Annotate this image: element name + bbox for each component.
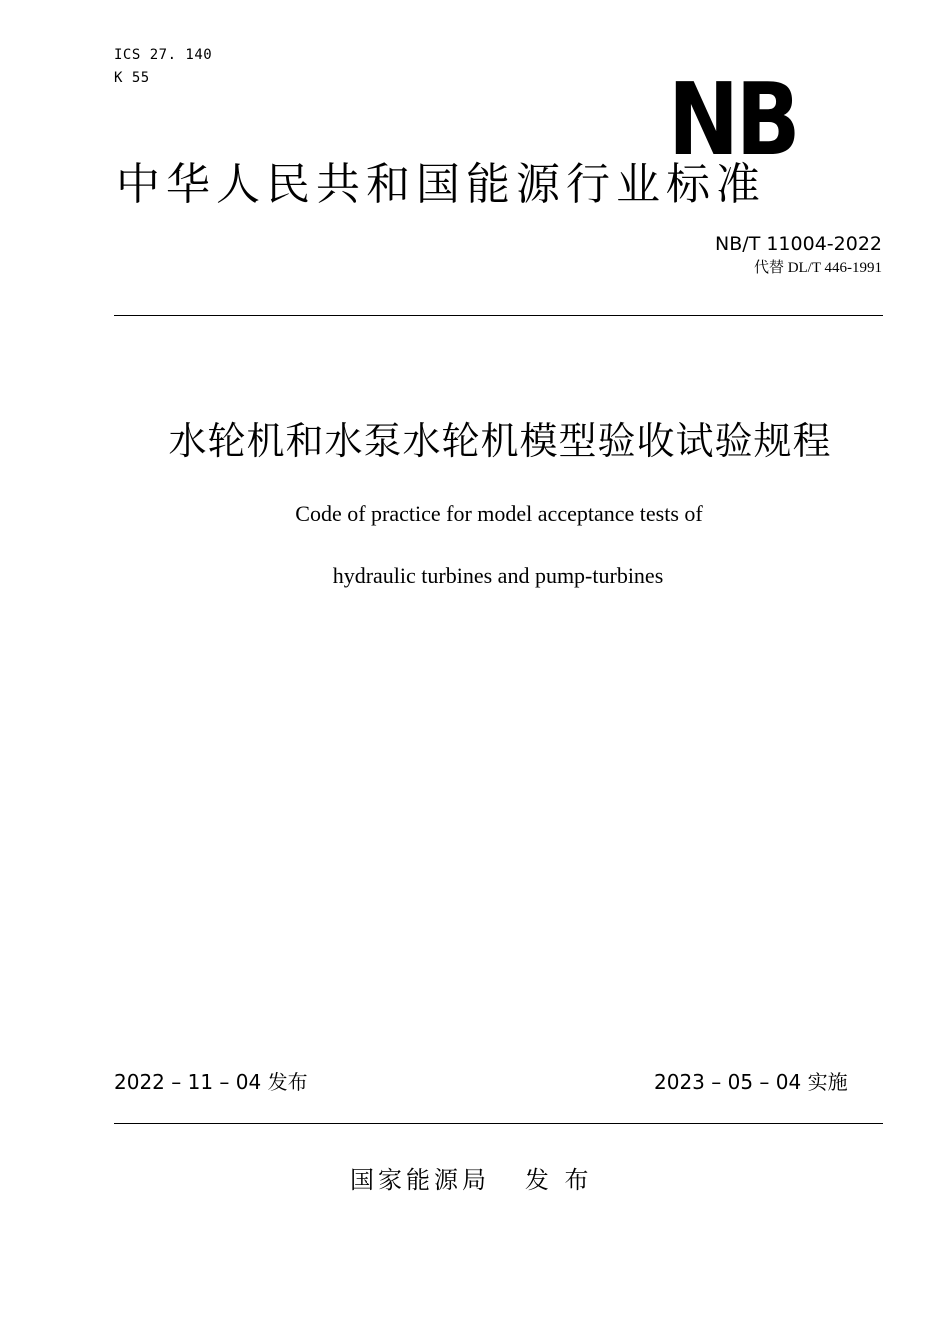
issuing-authority: 国家能源局 发 布	[350, 1166, 593, 1194]
replaces-standard: 代替 DL/T 446-1991	[753, 260, 882, 276]
publish-date: 2022 – 11 – 04 发布	[114, 1070, 308, 1094]
nb-logo: NB	[668, 61, 798, 178]
bottom-divider	[114, 1123, 883, 1124]
standard-category-title: 中华人民共和国能源行业标准	[116, 159, 766, 210]
effective-date: 2023 – 05 – 04 实施	[654, 1070, 848, 1094]
classification-code: K 55	[114, 70, 150, 86]
standard-number: NB/T 11004-2022	[715, 233, 882, 255]
document-title-chinese: 水轮机和水泵水轮机模型验收试验规程	[168, 419, 832, 463]
document-title-english-line1: Code of practice for model acceptance tests of	[295, 501, 703, 526]
document-title-english-line2: hydraulic turbines and pump-turbines	[332, 563, 664, 588]
top-divider	[114, 315, 883, 316]
ics-code: ICS 27. 140	[114, 47, 213, 63]
